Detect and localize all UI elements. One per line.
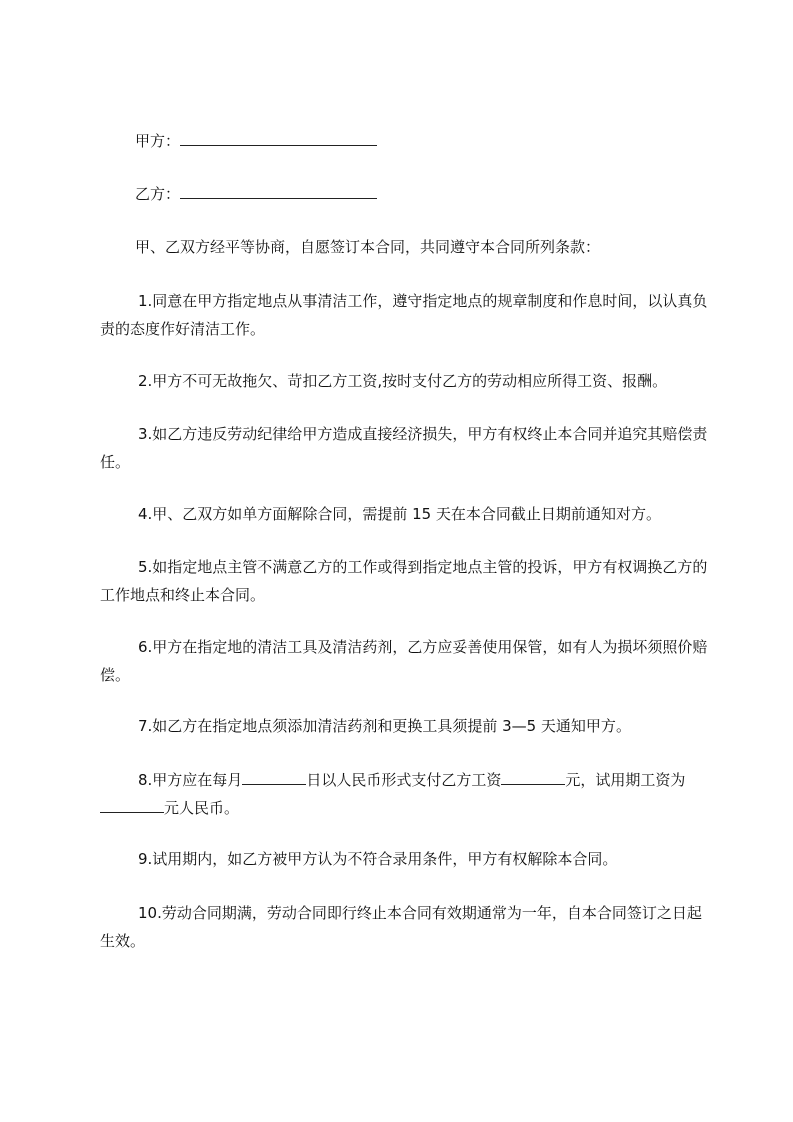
salary-day-blank[interactable]	[242, 769, 306, 785]
clause-8-part3: 元，试用期工资为	[565, 771, 686, 789]
clause-6: 6.甲方在指定地的清洁工具及清洁药剂，乙方应妥善使用保管，如有人为损坏须照价赔偿。	[100, 638, 708, 684]
trial-salary-blank[interactable]	[100, 797, 164, 813]
clause-8	[100, 766, 712, 822]
clause-8-part4: 元人民币。	[164, 799, 240, 817]
salary-amount-blank[interactable]	[501, 769, 565, 785]
party-b-line	[100, 180, 712, 208]
intro-paragraph: 甲、乙双方经平等协商，自愿签订本合同，共同遵守本合同所列条款：	[135, 238, 601, 256]
party-b-blank[interactable]	[180, 183, 377, 199]
clause-3: 3.如乙方违反劳动纪律给甲方造成直接经济损失，甲方有权终止本合同并追究其赔偿责任。	[100, 425, 708, 471]
clause-2: 2.甲方不可无故拖欠、苛扣乙方工资,按时支付乙方的劳动相应所得工资、报酬。	[138, 372, 668, 390]
clause-8-part1: 8.甲方应在每月	[138, 771, 243, 789]
clause-5: 5.如指定地点主管不满意乙方的工作或得到指定地点主管的投诉，甲方有权调换乙方的工作地点和终止本合同。	[100, 558, 708, 604]
clause-1: 1.同意在甲方指定地点从事清洁工作，遵守指定地点的规章制度和作息时间，以认真负责的态度作好清洁工作。	[100, 292, 708, 338]
clause-10: 10.劳动合同期满，劳动合同即行终止本合同有效期通常为一年，自本合同签订之日起生效。	[100, 904, 702, 950]
party-a-line	[100, 127, 712, 155]
party-b-label: 乙方：	[135, 185, 181, 203]
clause-4: 4.甲、乙双方如单方面解除合同，需提前 15 天在本合同截止日期前通知对方。	[138, 505, 661, 523]
clause-7: 7.如乙方在指定地点须添加清洁药剂和更换工具须提前 3—5 天通知甲方。	[138, 717, 631, 735]
party-a-blank[interactable]	[180, 130, 377, 146]
clause-9: 9.试用期内，如乙方被甲方认为不符合录用条件，甲方有权解除本合同。	[138, 850, 618, 868]
party-a-label: 甲方：	[135, 132, 181, 150]
clause-8-part2: 日以人民币形式支付乙方工资	[306, 771, 502, 789]
